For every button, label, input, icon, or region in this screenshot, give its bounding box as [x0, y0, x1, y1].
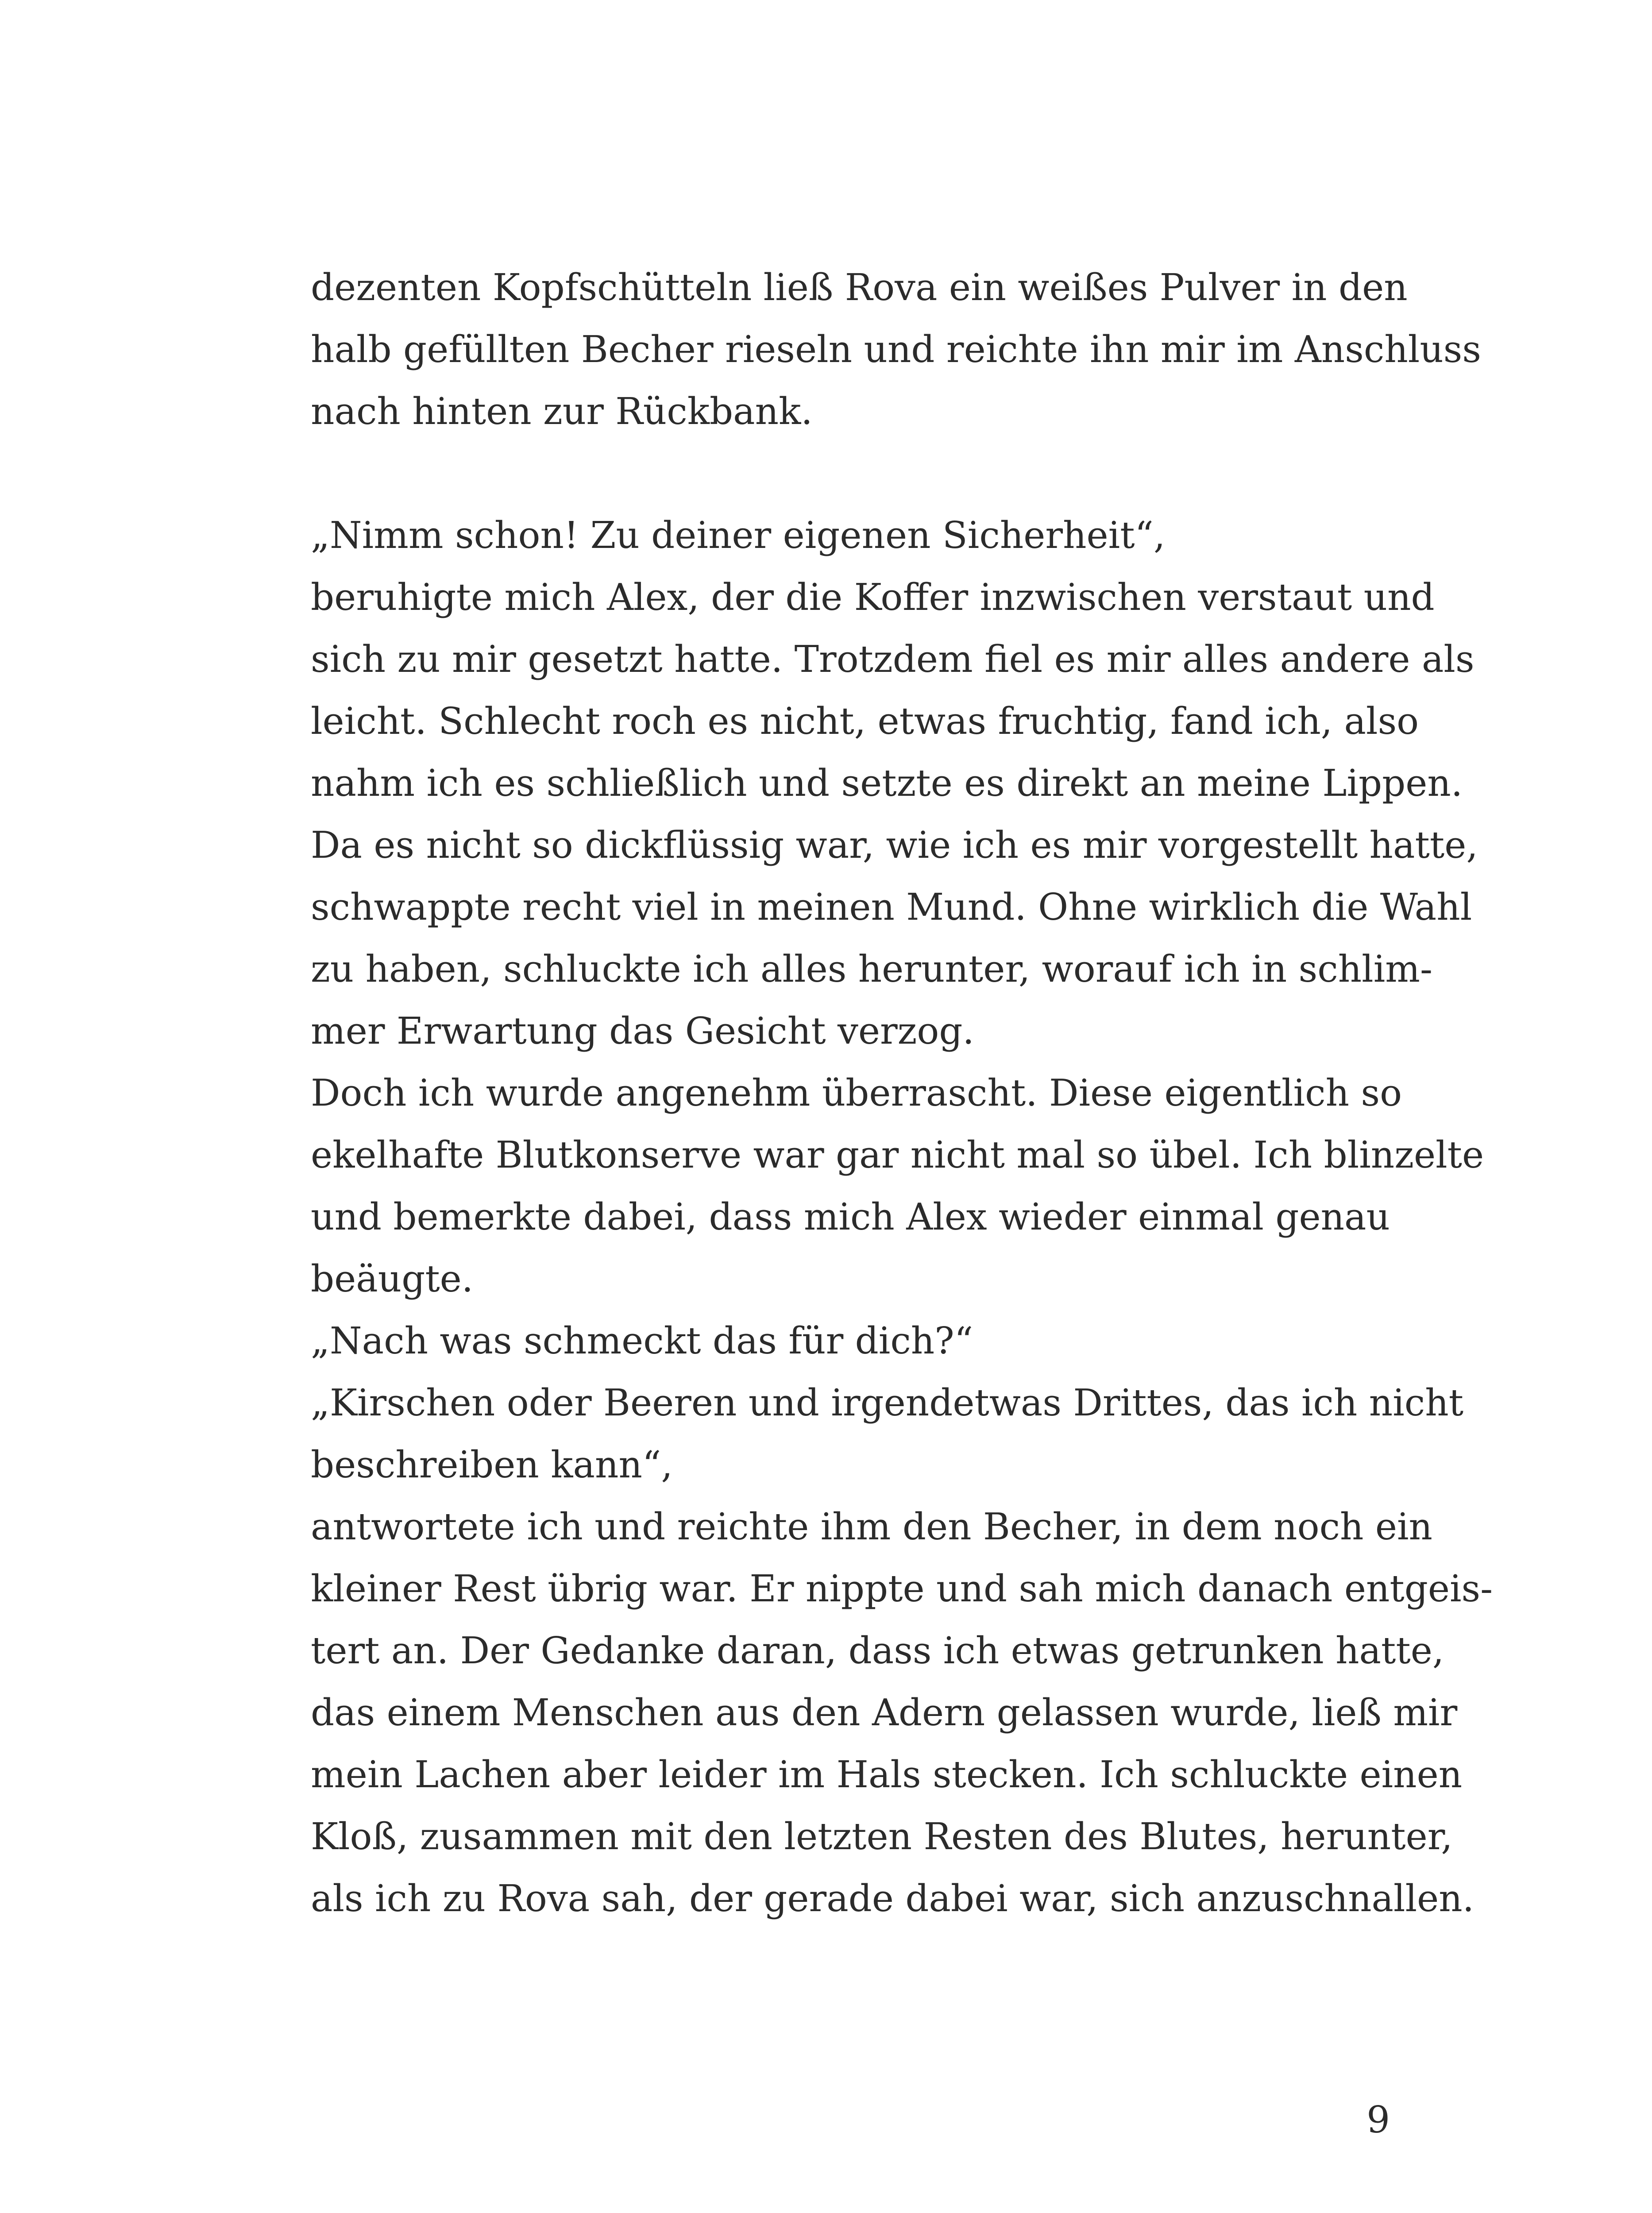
text-line: mer Erwartung das Gesicht verzog. [311, 1010, 974, 1053]
text-line: nahm ich es schließlich und setzte es direkt an meine Lippen. [311, 762, 1463, 805]
text-line: nach hinten zur Rückbank. [311, 390, 813, 433]
text-line: als ich zu Rova sah, der gerade dabei war, sich anzuschnallen. [311, 1877, 1474, 1920]
text-line: „Nimm schon! Zu deiner eigenen Sicherheit“, [311, 514, 1166, 557]
text-line: schwappte recht viel in meinen Mund. Ohne wirklich die Wahl [311, 886, 1472, 929]
text-line: beäugte. [311, 1257, 474, 1300]
text-line: mein Lachen aber leider im Hals stecken. Ich schluckte einen [311, 1753, 1463, 1796]
text-line: antwortete ich und reichte ihm den Becher, in dem noch ein [311, 1505, 1433, 1548]
paragraph-gap [311, 443, 1400, 505]
text-line: Da es nicht so dickflüssig war, wie ich es mir vorgestellt hatte, [311, 824, 1478, 867]
text-line: Kloß, zusammen mit den letzten Resten des Blutes, herunter, [311, 1815, 1453, 1858]
text-line: das einem Menschen aus den Adern gelassen wurde, ließ mir [311, 1691, 1458, 1734]
body-text [311, 257, 1493, 1930]
text-line: tert an. Der Gedanke daran, dass ich etwas getrunken hatte, [311, 1629, 1444, 1672]
text-line: sich zu mir gesetzt hatte. Trotzdem fiel es mir alles andere als [311, 638, 1474, 681]
text-line: halb gefüllten Becher rieseln und reichte ihn mir im Anschluss [311, 328, 1481, 371]
text-line: „Kirschen oder Beeren und irgendetwas Drittes, das ich nicht [311, 1381, 1464, 1424]
text-line: leicht. Schlecht roch es nicht, etwas fruchtig, fand ich, also [311, 700, 1419, 743]
text-line: zu haben, schluckte ich alles herunter, worauf ich in schlim- [311, 948, 1433, 991]
text-line: „Nach was schmeckt das für dich?“ [311, 1319, 973, 1362]
text-line: dezenten Kopfschütteln ließ Rova ein weißes Pulver in den [311, 266, 1408, 309]
text-line: beschreiben kann“, [311, 1443, 673, 1486]
text-line: Doch ich wurde angenehm überrascht. Diese eigentlich so [311, 1072, 1402, 1114]
page-number: 9 [1366, 2098, 1390, 2141]
text-line: beruhigte mich Alex, der die Koffer inzwischen verstaut und [311, 576, 1435, 619]
text-line: und bemerkte dabei, dass mich Alex wieder einmal genau [311, 1195, 1390, 1238]
text-line: kleiner Rest übrig war. Er nippte und sah mich danach entgeis- [311, 1567, 1493, 1610]
text-line: ekelhafte Blutkonserve war gar nicht mal so übel. Ich blinzelte [311, 1133, 1484, 1176]
